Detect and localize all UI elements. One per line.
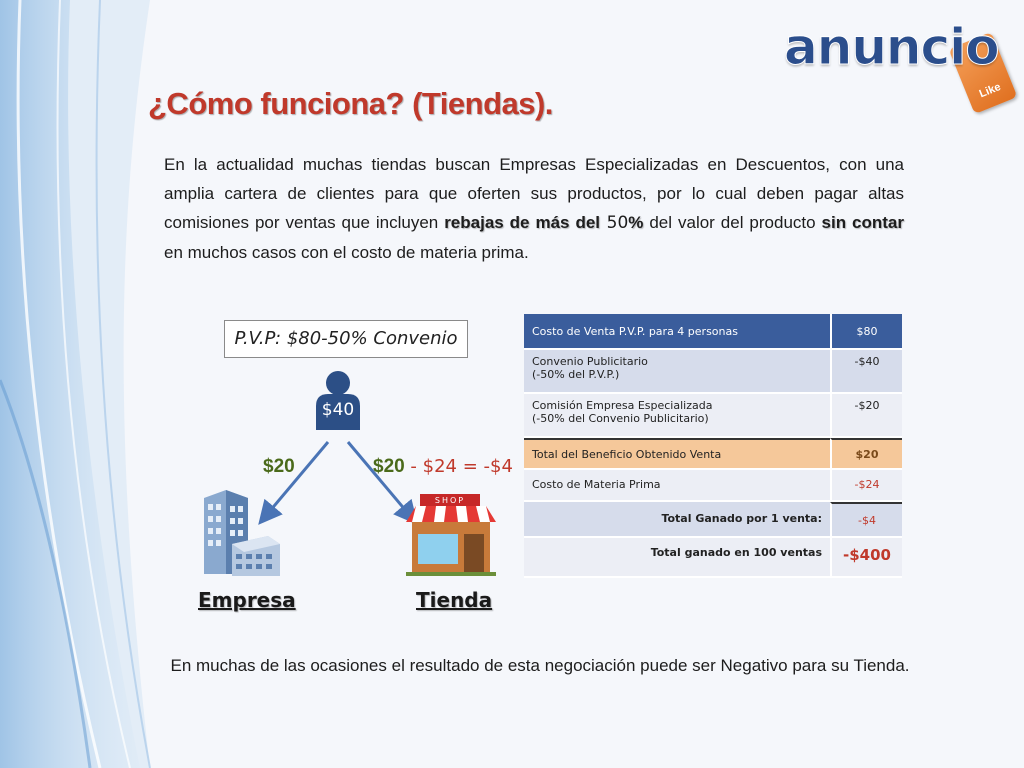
table-row <box>524 438 902 470</box>
cell-label: Comisión Empresa Especializada (-50% del Convenio Publicitario) <box>524 394 830 438</box>
cell-label: Total ganado en 100 ventas <box>524 538 830 578</box>
shop-icon <box>404 492 498 578</box>
cell-value: -$4 <box>830 502 902 538</box>
table-row <box>524 394 902 438</box>
cost-table <box>524 314 902 578</box>
conclusion-text: En muchas de las ocasiones el resultado de esta negociación puede ser Negativo para su Tienda. <box>170 656 910 675</box>
cell-value: $80 <box>830 314 902 350</box>
cell-label: Costo de Venta P.V.P. para 4 personas <box>524 314 830 350</box>
cell-label: Costo de Materia Prima <box>524 470 830 502</box>
empresa-amount: $20 <box>263 456 295 477</box>
page-title: ¿Cómo funciona? (Tiendas). <box>148 86 553 121</box>
pvp-label-box: P.V.P: $80-50% Convenio <box>224 320 468 358</box>
person-amount: $40 <box>321 400 355 420</box>
tienda-amount: $20 - $24 = -$4 <box>373 456 513 477</box>
cell-value: -$24 <box>830 470 902 502</box>
table-row <box>524 538 902 578</box>
label-tienda: Tienda <box>416 588 493 612</box>
like-tag-icon: Like <box>949 32 1018 114</box>
cell-label: Convenio Publicitario (-50% del P.V.P.) <box>524 350 830 394</box>
shop-sign-text: SHOP <box>434 496 466 505</box>
cell-value: -$40 <box>830 350 902 394</box>
table-row <box>524 470 902 502</box>
cell-label: Total del Beneficio Obtenido Venta <box>524 438 830 470</box>
table-row <box>524 350 902 394</box>
anuncio-logo <box>784 14 1024 104</box>
cell-value: -$400 <box>830 538 902 578</box>
cell-value: -$20 <box>830 394 902 438</box>
logo-text: anuncio <box>784 18 999 76</box>
cell-label: Total Ganado por 1 venta: <box>524 502 830 538</box>
table-row <box>524 314 902 350</box>
label-empresa: Empresa <box>198 588 296 612</box>
office-building-icon <box>196 488 282 580</box>
intro-paragraph: En la actualidad muchas tiendas buscan Empresas Especializadas en Descuentos, con una amplia cartera de clientes para que oferten sus productos, por lo cual deben pagar altas comisiones por ventas que incluyen rebajas de más del 50% del valor del producto sin contar en muchos casos con el costo de materia prima. <box>164 155 904 262</box>
cell-value: $20 <box>830 438 902 470</box>
table-row <box>524 502 902 538</box>
